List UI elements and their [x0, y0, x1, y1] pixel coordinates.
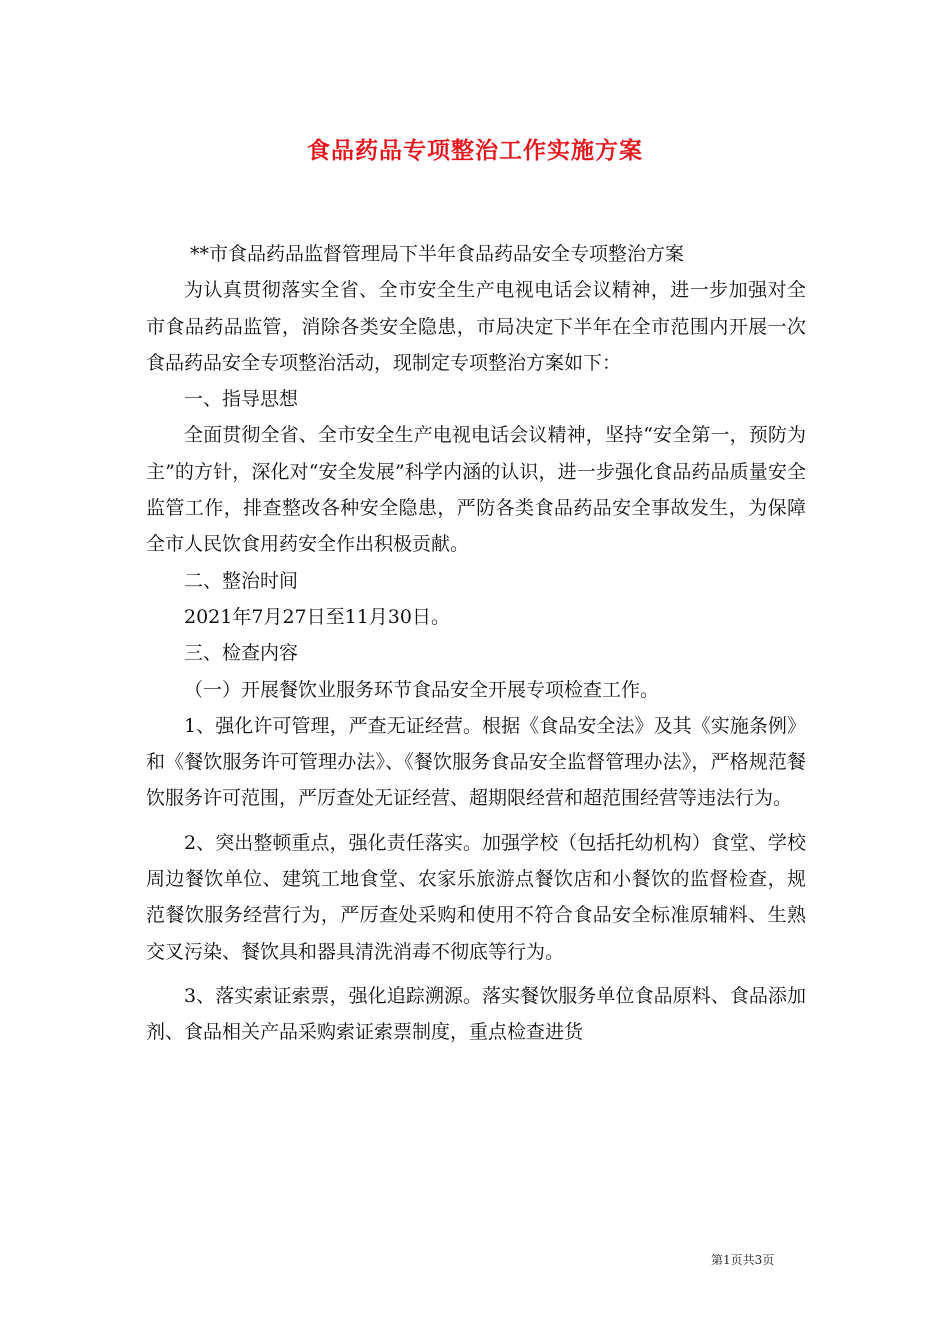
heading-inspection-content: 三、检查内容: [184, 642, 299, 665]
document-title: 食品药品专项整治工作实施方案: [307, 137, 643, 164]
paragraph-intro: 为认真贯彻落实全省、全市安全生产电视电话会议精神，进一步加强对全市食品药品监管，消除各类安全隐患，市局决定下半年在全市范围内开展一次食品药品安全专项整治活动，现制定专项整治方案如下：: [146, 279, 806, 374]
paragraph-guiding-ideology: 全面贯彻全省、全市安全生产电视电话会议精神，坚持“安全第一，预防为主”的方针，深化对“安全发展”科学内涵的认识，进一步强化食品药品质量安全监管工作，排查整改各种安全隐患，严防各类食品药品安全事故发生，为保障全市人民饮食用药安全作出积极贡献。: [146, 424, 806, 556]
document-subtitle: **市食品药品监督管理局下半年食品药品安全专项整治方案: [190, 243, 685, 265]
paragraph-item-1: 1、强化许可管理，严查无证经营。根据《食品安全法》及其《实施条例》和《餐饮服务许可管理办法》、《餐饮服务食品安全监督管理办法》，严格规范餐饮服务许可范围，严厉查处无证经营、超期限经营和超范围经营等违法行为。: [146, 714, 806, 810]
paragraph-item-2: 2、突出整顿重点，强化责任落实。加强学校（包括托幼机构）食堂、学校周边餐饮单位、建筑工地食堂、农家乐旅游点餐饮店和小餐饮的监督检查，规范餐饮服务经营行为，严厉查处采购和使用不符合食品安全标准原辅料、生熟交叉污染、餐饮具和器具清洗消毒不彻底等行为。: [146, 831, 806, 963]
page-number: 第1页共3页: [711, 1253, 775, 1267]
paragraph-rectification-time: 2021年7月27日至11月30日。: [184, 605, 450, 628]
paragraph-item-3: 3、落实索证索票，强化追踪溯源。落实餐饮服务单位食品原料、食品添加剂、食品相关产品采购索证索票制度，重点检查进货: [146, 984, 806, 1044]
document-body: [146, 236, 806, 1051]
heading-rectification-time: 二、整治时间: [184, 569, 299, 592]
paragraph-section-one: （一）开展餐饮业服务环节食品安全开展专项检查工作。: [184, 678, 660, 701]
heading-guiding-ideology: 一、指导思想: [184, 388, 299, 411]
